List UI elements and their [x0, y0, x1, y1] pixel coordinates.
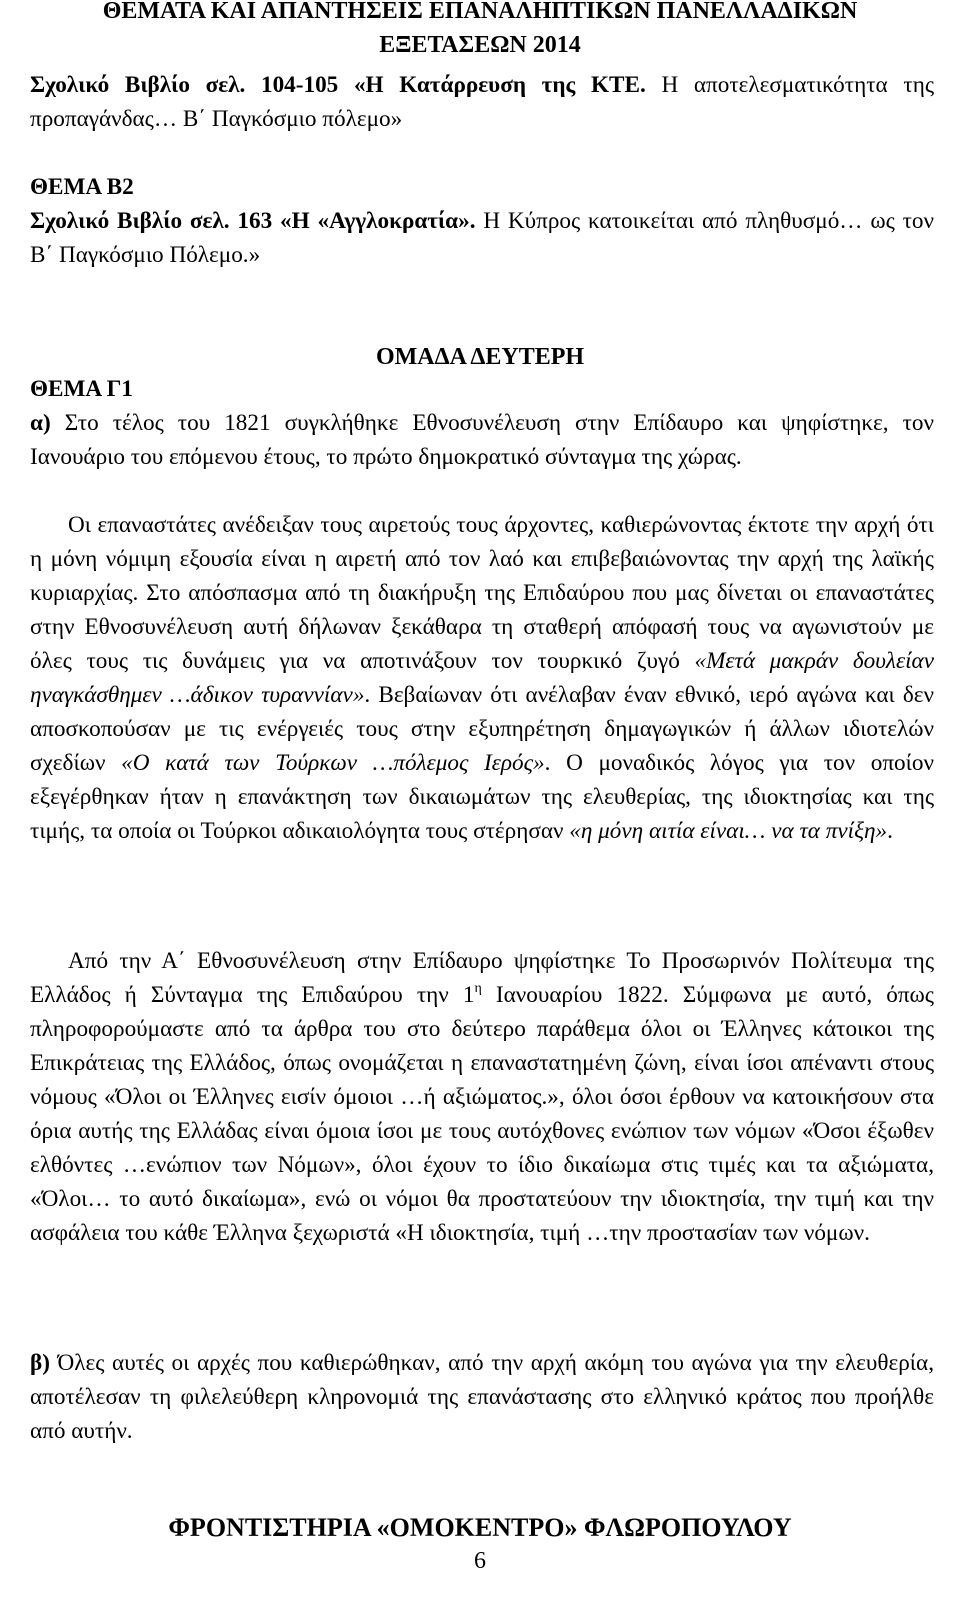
- quote-italic: «η μόνη αιτία είναι… να τα πνίξη»: [569, 818, 888, 844]
- reference-bold: Σχολικό Βιβλίο σελ. 163 «Η «Αγγλοκρατία».: [30, 208, 476, 234]
- paragraph-text: .: [887, 818, 893, 844]
- footer-brand: ΦΡΟΝΤΙΣΤΗΡΙΑ «ΟΜΟΚΕΝΤΡΟ» ΦΛΩΡΟΠΟΥΛΟΥ: [168, 1513, 792, 1542]
- reference-bold: Σχολικό Βιβλίο σελ. 104-105 «Η Κατάρρευση της ΚΤΕ.: [30, 72, 646, 98]
- ordinal-superscript: η: [474, 981, 482, 996]
- question-b-text: Όλες αυτές οι αρχές που καθιερώθηκαν, από την αρχή ακόμη του αγώνα για την ελευθερία, αποτέλεσαν τη φιλελεύθερη κληρονομιά της επανάστασης στο ελληνικό κράτος που προήλθε από αυτήν.: [30, 1350, 934, 1444]
- question-a-label: α): [30, 410, 51, 436]
- theme-b1-reference: [30, 68, 934, 136]
- reference-text: Η Κύπρος κατοικείται από πληθυσμό… ως τον Β΄ Παγκόσμιο Πόλεμο.»: [30, 208, 934, 268]
- question-a-intro: [30, 406, 934, 474]
- quote-italic: «Ο κατά των Τούρκων …πόλεμος Ιερός»: [121, 750, 545, 776]
- page-number: 6: [474, 1548, 486, 1574]
- group-heading: ΟΜΑΔΑ ΔΕΥΤΕΡΗ: [375, 344, 585, 370]
- question-b-answer: [30, 1346, 934, 1448]
- paragraph-text: Ιανουαρίου 1822. Σύμφωνα με αυτό, όπως πληροφορούμαστε από τα άρθρα του στο δεύτερο παράθεμα όλοι οι Έλληνες κάτοικοι της Επικράτειας της Ελλάδος, όπως ονομάζεται η επαναστατημένη ζώνη, είναι ίσοι απέναντι στους νόμους «Όλοι οι Έλληνες εισίν όμοιοι …ή αξιώματος.», όλοι όσοι έρθουν να κατοικήσουν στα όρια αυτής της Ελλάδας είναι όμοια ίσοι με τους αυτόχθονες ενώπιον των νόμων «Όσοι έξωθεν ελθόντες …ενώπιον των Νόμων», όλοι έχουν το ίδιο δικαίωμα στις τιμές και τα αξιώματα, «Όλοι… το αυτό δικαίωμα», ενώ οι νόμοι θα προστατεύουν την ιδιοκτησία, την τιμή και την ασφάλεια του κάθε Έλληνα ξεχωριστά «Η ιδιοκτησία, τιμή …την προστασίαν των νόμων.: [30, 982, 934, 1246]
- answer-paragraph-1: [30, 508, 934, 848]
- theme-b2-reference: [30, 204, 934, 272]
- answer-paragraph-2: [30, 944, 934, 1250]
- theme-g1-heading: ΘΕΜΑ Γ1: [30, 376, 133, 402]
- question-a-intro-text: Στο τέλος του 1821 συγκλήθηκε Εθνοσυνέλευση στην Επίδαυρο και ψηφίστηκε, τον Ιανουάριο του επόμενου έτους, το πρώτο δημοκρατικό σύνταγμα της χώρας.: [30, 410, 934, 470]
- question-b-label: β): [30, 1350, 50, 1376]
- paragraph-text: Από την Α΄ Εθνοσυνέλευση στην Επίδαυρο ψηφίστηκε Το Προσωρινόν Πολίτευμα της Ελλάδος ή Σύνταγμα της Επιδαύρου την 1: [30, 948, 934, 1008]
- paragraph-text: Οι επαναστάτες ανέδειξαν τους αιρετούς τους άρχοντες, καθιερώνοντας έκτοτε την αρχή ότι η μόνη νόμιμη εξουσία είναι η αιρετή από τον λαό και επιβεβαιώνοντας την αρχή της λαϊκής κυριαρχίας. Στο απόσπασμα από τη διακήρυξη της Επιδαύρου που μας δίνεται οι επαναστάτες στην Εθνοσυνέλευση αυτή δήλωναν ξεκάθαρα τη σταθερή απόφασή τους να αγωνιστούν με όλες τους τις δυνάμεις για να αποτινάξουν τον τουρκικό ζυγό: [30, 512, 934, 674]
- quote-italic: «Μετά μακράν δουλείαν ηναγκάσθημεν …άδικον τυραννίαν»: [30, 648, 935, 708]
- doc-title-line-1: ΘΕΜΑΤΑ ΚΑΙ ΑΠΑΝΤΗΣΕΙΣ ΕΠΑΝΑΛΗΠΤΙΚΩΝ ΠΑΝΕΛΛΑΔΙΚΩΝ: [102, 0, 858, 24]
- theme-b2-heading: ΘΕΜΑ Β2: [30, 174, 134, 200]
- paragraph-text: . Ο μοναδικός λόγος για τον οποίον εξεγέρθηκαν ήταν η επανάκτηση των δικαιωμάτων της ελευθερίας, της ιδιοκτησίας και της τιμής, τα οποία οι Τούρκοι αδικαιολόγητα τους στέρησαν: [30, 750, 934, 844]
- doc-title-line-2: ΕΞΕΤΑΣΕΩΝ 2014: [379, 32, 581, 58]
- reference-text: Η αποτελεσματικότητα της προπαγάνδας… Β΄ Παγκόσμιο πόλεμο»: [30, 72, 934, 132]
- paragraph-text: . Βεβαίωναν ότι ανέλαβαν έναν εθνικό, ιερό αγώνα και δεν αποσκοπούσαν με τις ενέργειές τους στην εξυπηρέτηση δημαγωγικών ή άλλων ιδιοτελών σχεδίων: [30, 682, 934, 776]
